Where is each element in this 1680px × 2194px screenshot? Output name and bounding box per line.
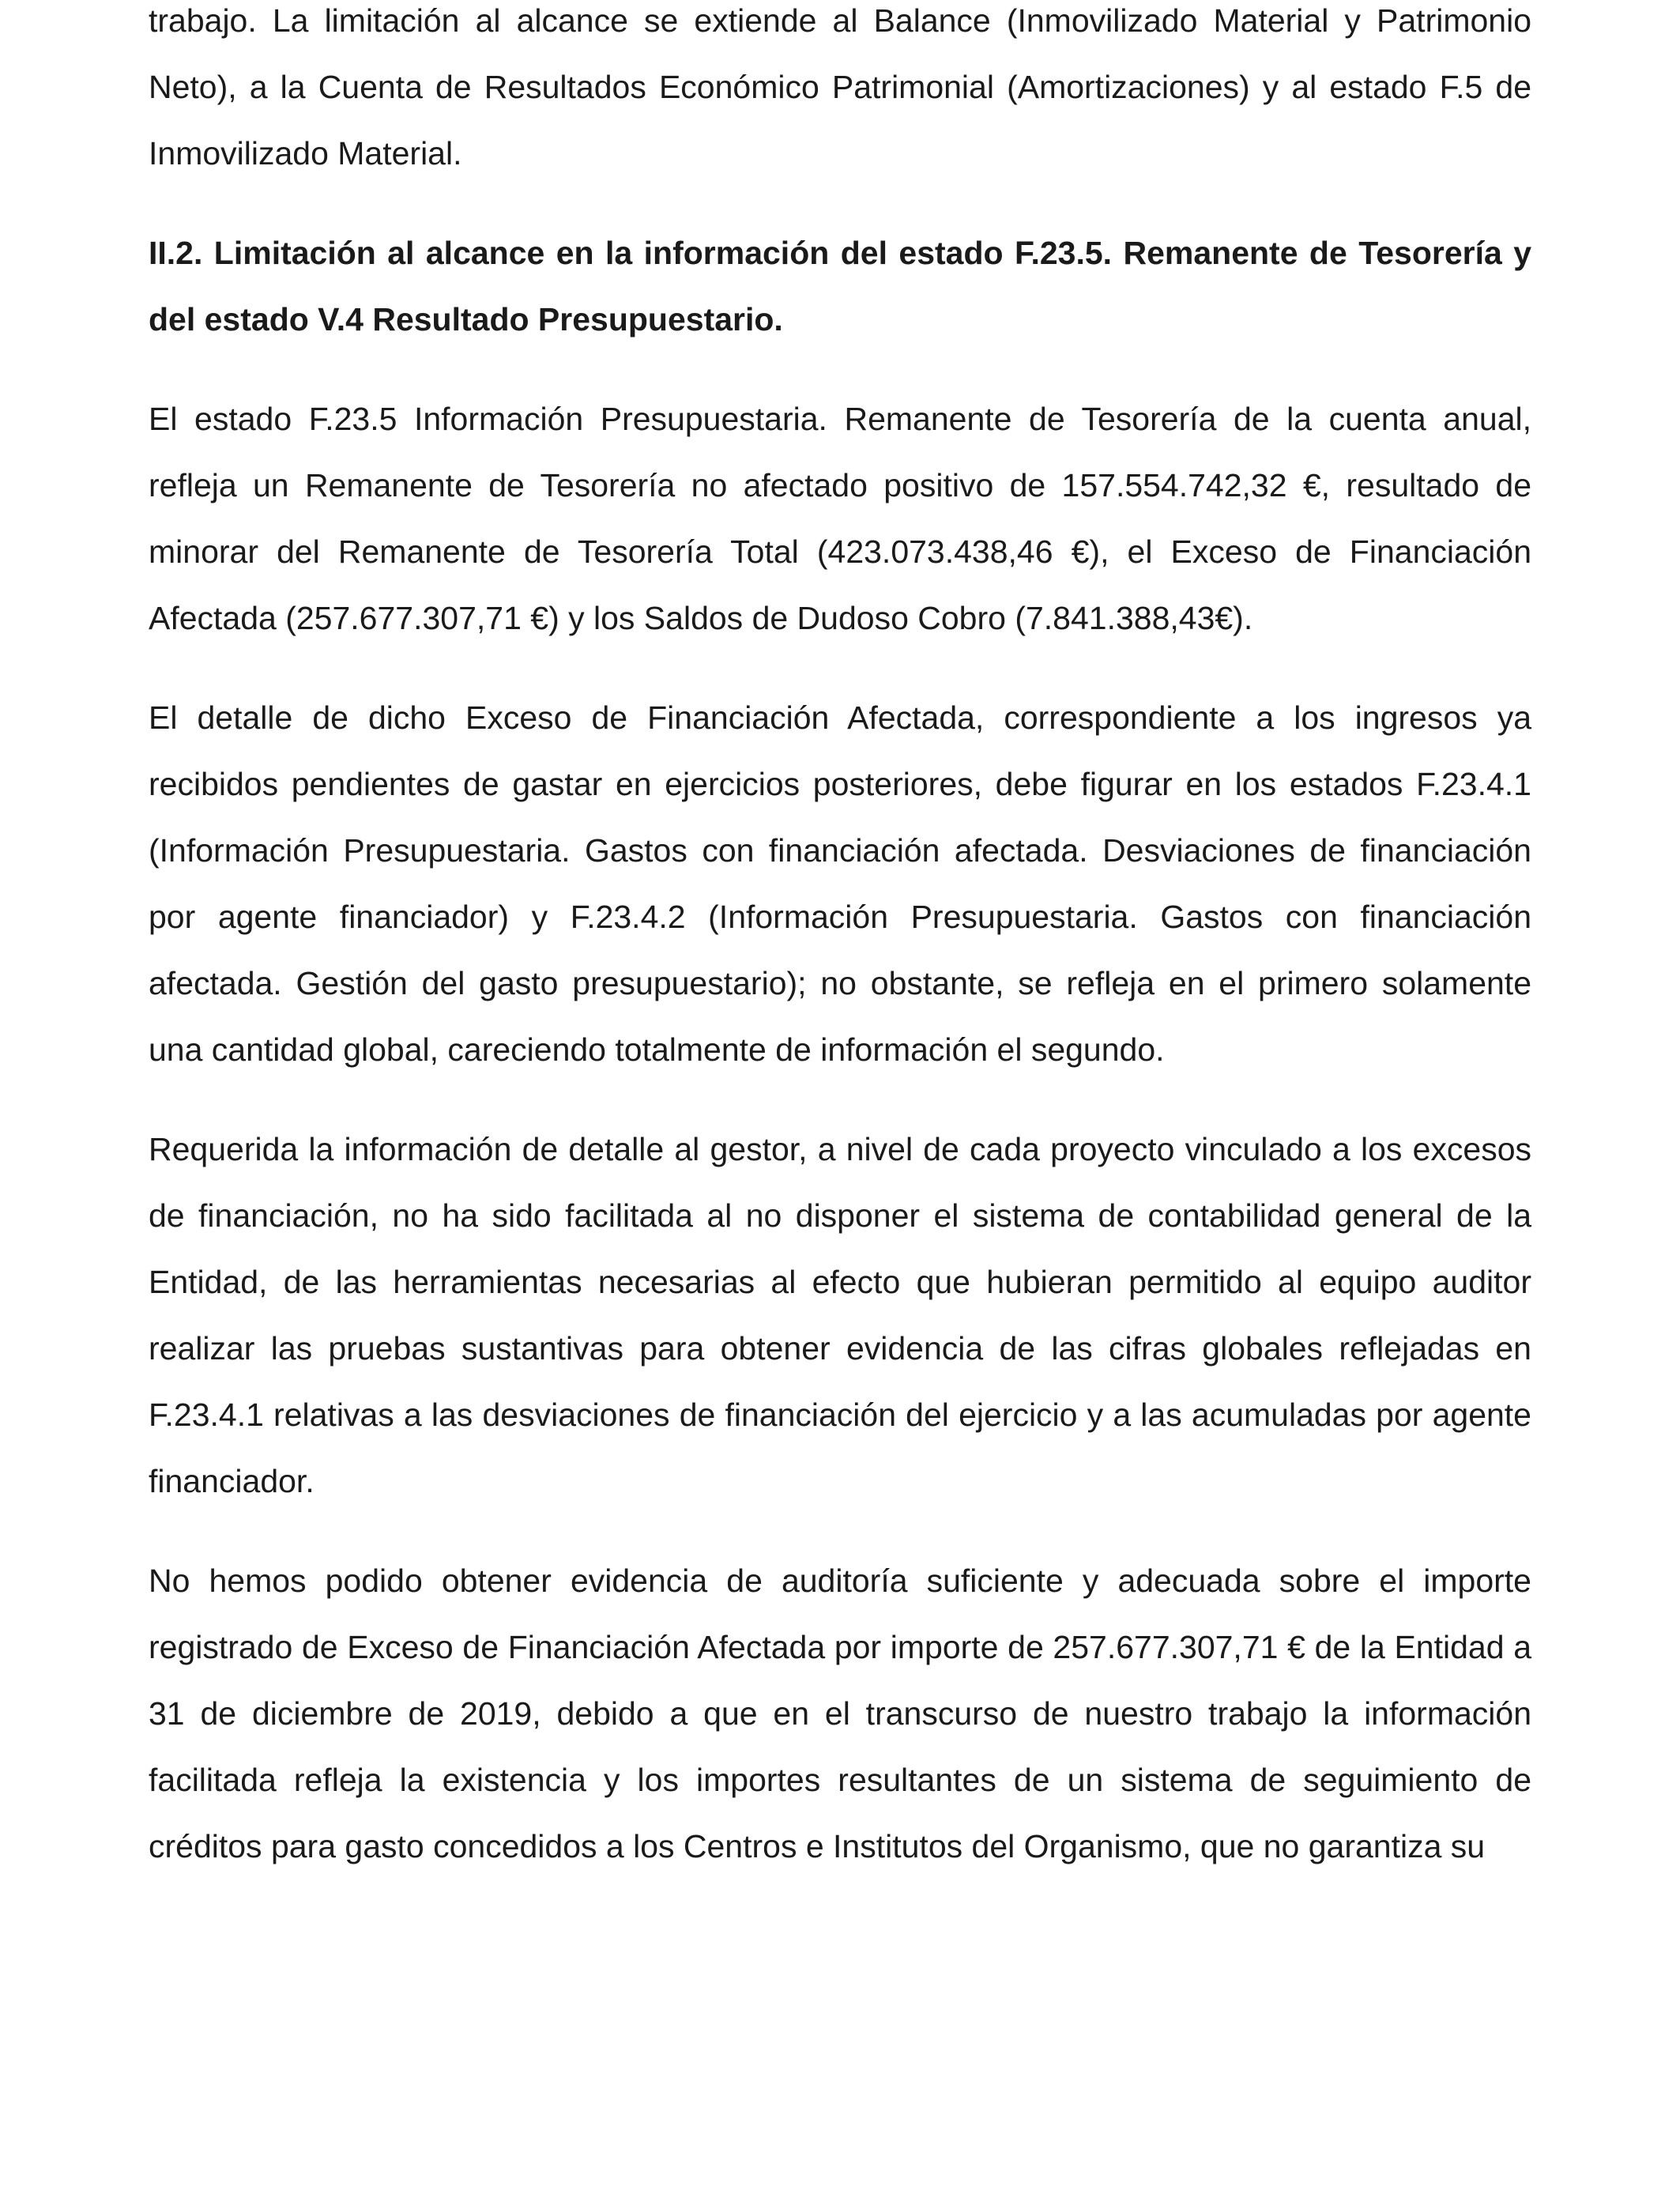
paragraph-scope-limitation-continuation: trabajo. La limitación al alcance se extiende al Balance (Inmovilizado Material y Patrimonio Neto), a la Cuenta de Resultados Económico Patrimonial (Amortizaciones) y al estado F.5 de Inmovilizado Material. bbox=[149, 2, 1531, 172]
section-heading-ii-2: II.2. Limitación al alcance en la información del estado F.23.5. Remanente de Tesorería y del estado V.4 Resultado Presupuestario. bbox=[149, 235, 1531, 337]
paragraph-informacion-requerida: Requerida la información de detalle al gestor, a nivel de cada proyecto vinculado a los excesos de financiación, no ha sido facilitada al no disponer el sistema de contabilidad general de la Entidad, de las herramientas necesarias al efecto que hubieran permitido al equipo auditor realizar las pruebas sustantivas para obtener evidencia de las cifras globales reflejadas en F.23.4.1 relativas a las desviaciones de financiación del ejercicio y a las acumuladas por agente financiador. bbox=[149, 1131, 1531, 1499]
paragraph-evidencia-auditoria: No hemos podido obtener evidencia de auditoría suficiente y adecuada sobre el importe registrado de Exceso de Financiación Afectada por importe de 257.677.307,71 € de la Entidad a 31 de diciembre de 2019, debido a que en el transcurso de nuestro trabajo la información facilitada refleja la existencia y los importes resultantes de un sistema de seguimiento de créditos para gasto concedidos a los Centros e Institutos del Organismo, que no garantiza su bbox=[149, 1563, 1531, 1864]
paragraph-exceso-financiacion-detalle: El detalle de dicho Exceso de Financiación Afectada, correspondiente a los ingresos ya recibidos pendientes de gastar en ejercicios posteriores, debe figurar en los estados F.23.4.1 (Información Presupuestaria. Gastos con financiación afectada. Desviaciones de financiación por agente financiador) y F.23.4.2 (Información Presupuestaria. Gastos con financiación afectada. Gestión del gasto presupuestario); no obstante, se refleja en el primero solamente una cantidad global, careciendo totalmente de información el segundo. bbox=[149, 699, 1531, 1068]
paragraph-remanente-tesoreria: El estado F.23.5 Información Presupuestaria. Remanente de Tesorería de la cuenta anual, refleja un Remanente de Tesorería no afectado positivo de 157.554.742,32 €, resultado de minorar del Remanente de Tesorería Total (423.073.438,46 €), el Exceso de Financiación Afectada (257.677.307,71 €) y los Saldos de Dudoso Cobro (7.841.388,43€). bbox=[149, 401, 1531, 636]
document-page bbox=[149, 0, 1531, 1913]
